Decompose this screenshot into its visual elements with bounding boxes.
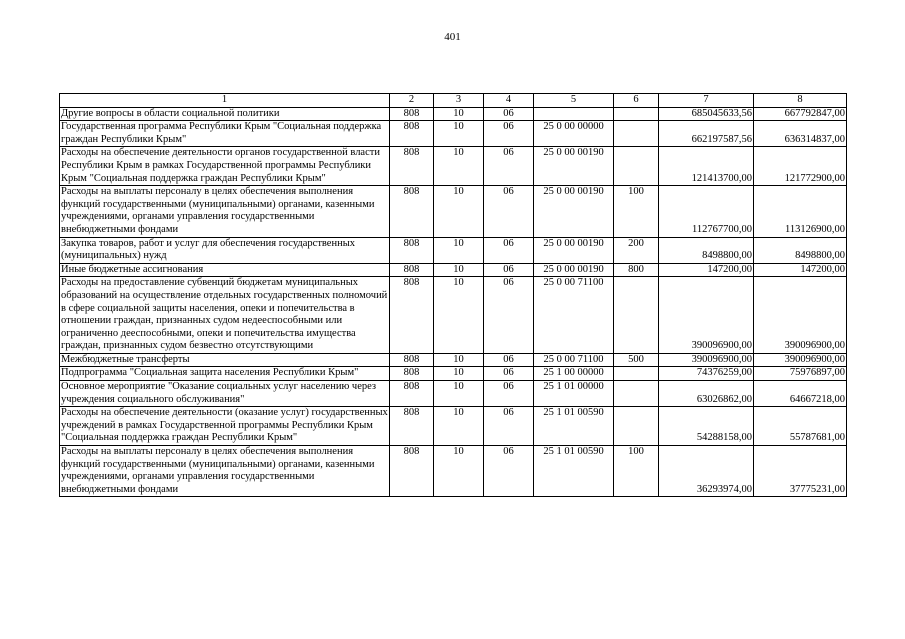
row-subsection-code: 06 [484, 353, 534, 367]
row-grbs-code: 808 [390, 147, 434, 186]
row-amount-col7: 63026862,00 [659, 381, 754, 407]
row-amount-col7: 390096900,00 [659, 353, 754, 367]
row-section-code: 10 [434, 121, 484, 147]
row-section-code: 10 [434, 446, 484, 497]
row-amount-col8: 113126900,00 [754, 186, 847, 237]
row-target-item-code [534, 107, 614, 121]
row-amount-col8: 636314837,00 [754, 121, 847, 147]
table-row [60, 263, 847, 277]
table-row [60, 367, 847, 381]
row-grbs-code: 808 [390, 186, 434, 237]
row-section-code: 10 [434, 353, 484, 367]
row-expense-type-code [614, 277, 659, 354]
row-grbs-code: 808 [390, 446, 434, 497]
row-target-item-code: 25 1 01 00000 [534, 381, 614, 407]
table-row [60, 237, 847, 263]
row-amount-col8: 8498800,00 [754, 237, 847, 263]
row-amount-col7: 390096900,00 [659, 277, 754, 354]
page-number: 401 [444, 31, 461, 43]
row-grbs-code: 808 [390, 381, 434, 407]
row-grbs-code: 808 [390, 107, 434, 121]
row-expense-type-code: 800 [614, 263, 659, 277]
row-description: Расходы на обеспечение деятельности органов государственной власти Республики Крым в рамках Государственной программы Республики Крым "Социальная поддержка граждан Республики Крым" [60, 147, 390, 186]
row-section-code: 10 [434, 367, 484, 381]
row-amount-col7: 112767700,00 [659, 186, 754, 237]
row-description: Расходы на выплаты персоналу в целях обеспечения выполнения функций государственными (муниципальными) органами, казенными учреждениями, органами управления государственными внебюджетными фондами [60, 446, 390, 497]
table-row [60, 147, 847, 186]
row-amount-col8: 75976897,00 [754, 367, 847, 381]
row-subsection-code: 06 [484, 237, 534, 263]
header-cell: 3 [434, 94, 484, 108]
row-expense-type-code [614, 407, 659, 446]
row-amount-col8: 37775231,00 [754, 446, 847, 497]
row-target-item-code: 25 0 00 00190 [534, 263, 614, 277]
row-grbs-code: 808 [390, 263, 434, 277]
row-amount-col7: 8498800,00 [659, 237, 754, 263]
header-cell: 2 [390, 94, 434, 108]
row-target-item-code: 25 1 01 00590 [534, 407, 614, 446]
row-subsection-code: 06 [484, 121, 534, 147]
row-amount-col7: 54288158,00 [659, 407, 754, 446]
table-row [60, 353, 847, 367]
table-body [60, 94, 847, 497]
table-row [60, 446, 847, 497]
row-target-item-code: 25 1 01 00590 [534, 446, 614, 497]
row-expense-type-code [614, 367, 659, 381]
row-subsection-code: 06 [484, 367, 534, 381]
row-grbs-code: 808 [390, 353, 434, 367]
row-amount-col8: 147200,00 [754, 263, 847, 277]
row-subsection-code: 06 [484, 277, 534, 354]
row-description: Иные бюджетные ассигнования [60, 263, 390, 277]
row-section-code: 10 [434, 186, 484, 237]
row-section-code: 10 [434, 237, 484, 263]
row-expense-type-code [614, 381, 659, 407]
row-expense-type-code [614, 147, 659, 186]
row-section-code: 10 [434, 147, 484, 186]
row-amount-col8: 64667218,00 [754, 381, 847, 407]
table-row [60, 186, 847, 237]
row-section-code: 10 [434, 277, 484, 354]
table-row [60, 107, 847, 121]
header-cell: 1 [60, 94, 390, 108]
row-subsection-code: 06 [484, 407, 534, 446]
header-cell: 6 [614, 94, 659, 108]
row-target-item-code: 25 0 00 00190 [534, 147, 614, 186]
row-subsection-code: 06 [484, 381, 534, 407]
row-target-item-code: 25 0 00 00000 [534, 121, 614, 147]
row-section-code: 10 [434, 107, 484, 121]
header-cell: 7 [659, 94, 754, 108]
table-row [60, 381, 847, 407]
row-subsection-code: 06 [484, 263, 534, 277]
row-amount-col7: 74376259,00 [659, 367, 754, 381]
row-grbs-code: 808 [390, 407, 434, 446]
row-amount-col8: 55787681,00 [754, 407, 847, 446]
row-grbs-code: 808 [390, 277, 434, 354]
row-description: Расходы на предоставление субвенций бюджетам муниципальных образований на осуществление отдельных государственных полномочий в сфере социальной защиты населения, опеки и попечительства в отношении граждан, признанных судом недееспособными или ограниченно дееспособными, опеки и попечительства имущества граждан, признанных судом безвестно отсутствующими [60, 277, 390, 354]
row-grbs-code: 808 [390, 121, 434, 147]
row-description: Расходы на обеспечение деятельности (оказание услуг) государственных учреждений в рамках Государственной программы Республики Крым "Социальная поддержка граждан Республики Крым" [60, 407, 390, 446]
row-section-code: 10 [434, 381, 484, 407]
table-header-row [60, 94, 847, 108]
row-amount-col7: 147200,00 [659, 263, 754, 277]
header-cell: 5 [534, 94, 614, 108]
row-subsection-code: 06 [484, 147, 534, 186]
row-description: Межбюджетные трансферты [60, 353, 390, 367]
header-cell: 4 [484, 94, 534, 108]
row-description: Основное мероприятие "Оказание социальных услуг населению через учреждения социального обслуживания" [60, 381, 390, 407]
row-amount-col7: 662197587,56 [659, 121, 754, 147]
row-amount-col8: 390096900,00 [754, 353, 847, 367]
row-subsection-code: 06 [484, 107, 534, 121]
row-target-item-code: 25 0 00 71100 [534, 353, 614, 367]
row-target-item-code: 25 0 00 71100 [534, 277, 614, 354]
row-grbs-code: 808 [390, 367, 434, 381]
row-description: Подпрограмма "Социальная защита населения Республики Крым" [60, 367, 390, 381]
row-section-code: 10 [434, 263, 484, 277]
table-row [60, 277, 847, 354]
row-expense-type-code [614, 107, 659, 121]
row-amount-col7: 36293974,00 [659, 446, 754, 497]
row-description: Другие вопросы в области социальной политики [60, 107, 390, 121]
table-row [60, 121, 847, 147]
row-subsection-code: 06 [484, 186, 534, 237]
row-expense-type-code: 100 [614, 446, 659, 497]
row-amount-col8: 667792847,00 [754, 107, 847, 121]
row-description: Расходы на выплаты персоналу в целях обеспечения выполнения функций государственными (муниципальными) органами, казенными учреждениями, органами управления государственными внебюджетными фондами [60, 186, 390, 237]
row-description: Закупка товаров, работ и услуг для обеспечения государственных (муниципальных) нужд [60, 237, 390, 263]
row-target-item-code: 25 1 00 00000 [534, 367, 614, 381]
row-expense-type-code: 100 [614, 186, 659, 237]
row-section-code: 10 [434, 407, 484, 446]
header-cell: 8 [754, 94, 847, 108]
row-description: Государственная программа Республики Крым "Социальная поддержка граждан Республики Крым" [60, 121, 390, 147]
row-target-item-code: 25 0 00 00190 [534, 237, 614, 263]
row-target-item-code: 25 0 00 00190 [534, 186, 614, 237]
row-amount-col7: 121413700,00 [659, 147, 754, 186]
row-amount-col7: 685045633,56 [659, 107, 754, 121]
row-amount-col8: 390096900,00 [754, 277, 847, 354]
row-expense-type-code [614, 121, 659, 147]
table-row [60, 407, 847, 446]
row-grbs-code: 808 [390, 237, 434, 263]
row-expense-type-code: 500 [614, 353, 659, 367]
row-expense-type-code: 200 [614, 237, 659, 263]
budget-table [59, 93, 847, 497]
row-amount-col8: 121772900,00 [754, 147, 847, 186]
row-subsection-code: 06 [484, 446, 534, 497]
